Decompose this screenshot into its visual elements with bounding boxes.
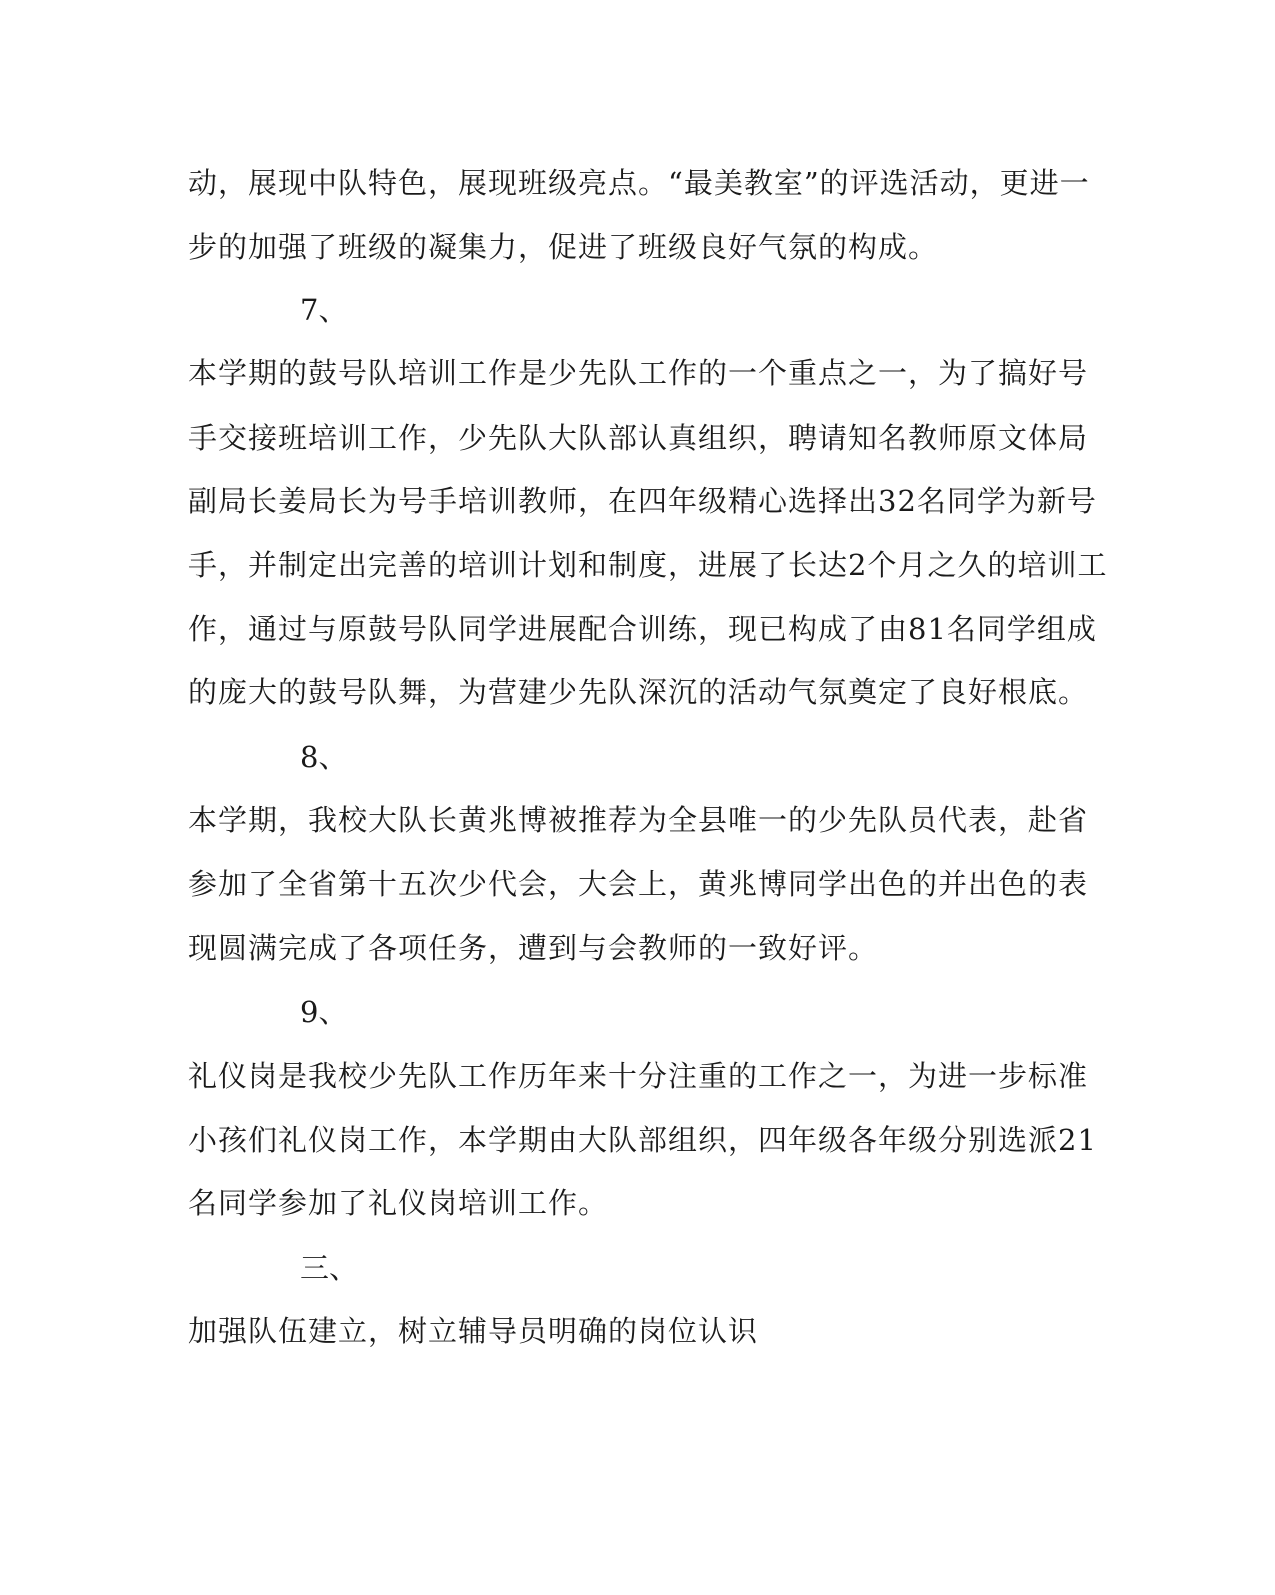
paragraph-line: 本学期，我校大队长黄兆博被推荐为全县唯一的少先队员代表，赴省 xyxy=(188,803,1089,837)
paragraph-line: 礼仪岗是我校少先队工作历年来十分注重的工作之一，为进一步标准 xyxy=(188,1059,1089,1093)
paragraph-line: 小孩们礼仪岗工作，本学期由大队部组织，四年级各年级分别选派21 xyxy=(188,1123,1097,1157)
paragraph-line: 手，并制定出完善的培训计划和制度，进展了长达2个月之久的培训工 xyxy=(188,548,1108,582)
paragraph-line: 步的加强了班级的凝集力，促进了班级良好气氛的构成。 xyxy=(188,230,939,264)
paragraph-line: 动，展现中队特色，展现班级亮点。“最美教室”的评选活动，更进一 xyxy=(188,166,1090,200)
paragraph-line: 手交接班培训工作，少先队大队部认真组织，聘请知名教师原文体局 xyxy=(188,421,1089,455)
paragraph-line: 参加了全省第十五次少代会，大会上，黄兆博同学出色的并出色的表 xyxy=(188,867,1089,901)
section-number: 8、 xyxy=(300,740,348,774)
paragraph-line: 名同学参加了礼仪岗培训工作。 xyxy=(188,1186,609,1220)
paragraph-line: 副局长姜局长为号手培训教师，在四年级精心选择出32名同学为新号 xyxy=(188,484,1097,518)
section-heading: 加强队伍建立，树立辅导员明确的岗位认识 xyxy=(188,1314,759,1348)
paragraph-line: 的庞大的鼓号队舞，为营建少先队深沉的活动气氛奠定了良好根底。 xyxy=(188,675,1089,709)
paragraph-line: 作，通过与原鼓号队同学进展配合训练，现已构成了由81名同学组成 xyxy=(188,612,1097,646)
paragraph-line: 本学期的鼓号队培训工作是少先队工作的一个重点之一，为了搞好号 xyxy=(188,356,1089,390)
section-number: 7、 xyxy=(300,293,348,327)
section-number: 9、 xyxy=(300,995,348,1029)
paragraph-line: 现圆满完成了各项任务，遭到与会教师的一致好评。 xyxy=(188,931,879,965)
section-number: 三、 xyxy=(300,1251,359,1285)
